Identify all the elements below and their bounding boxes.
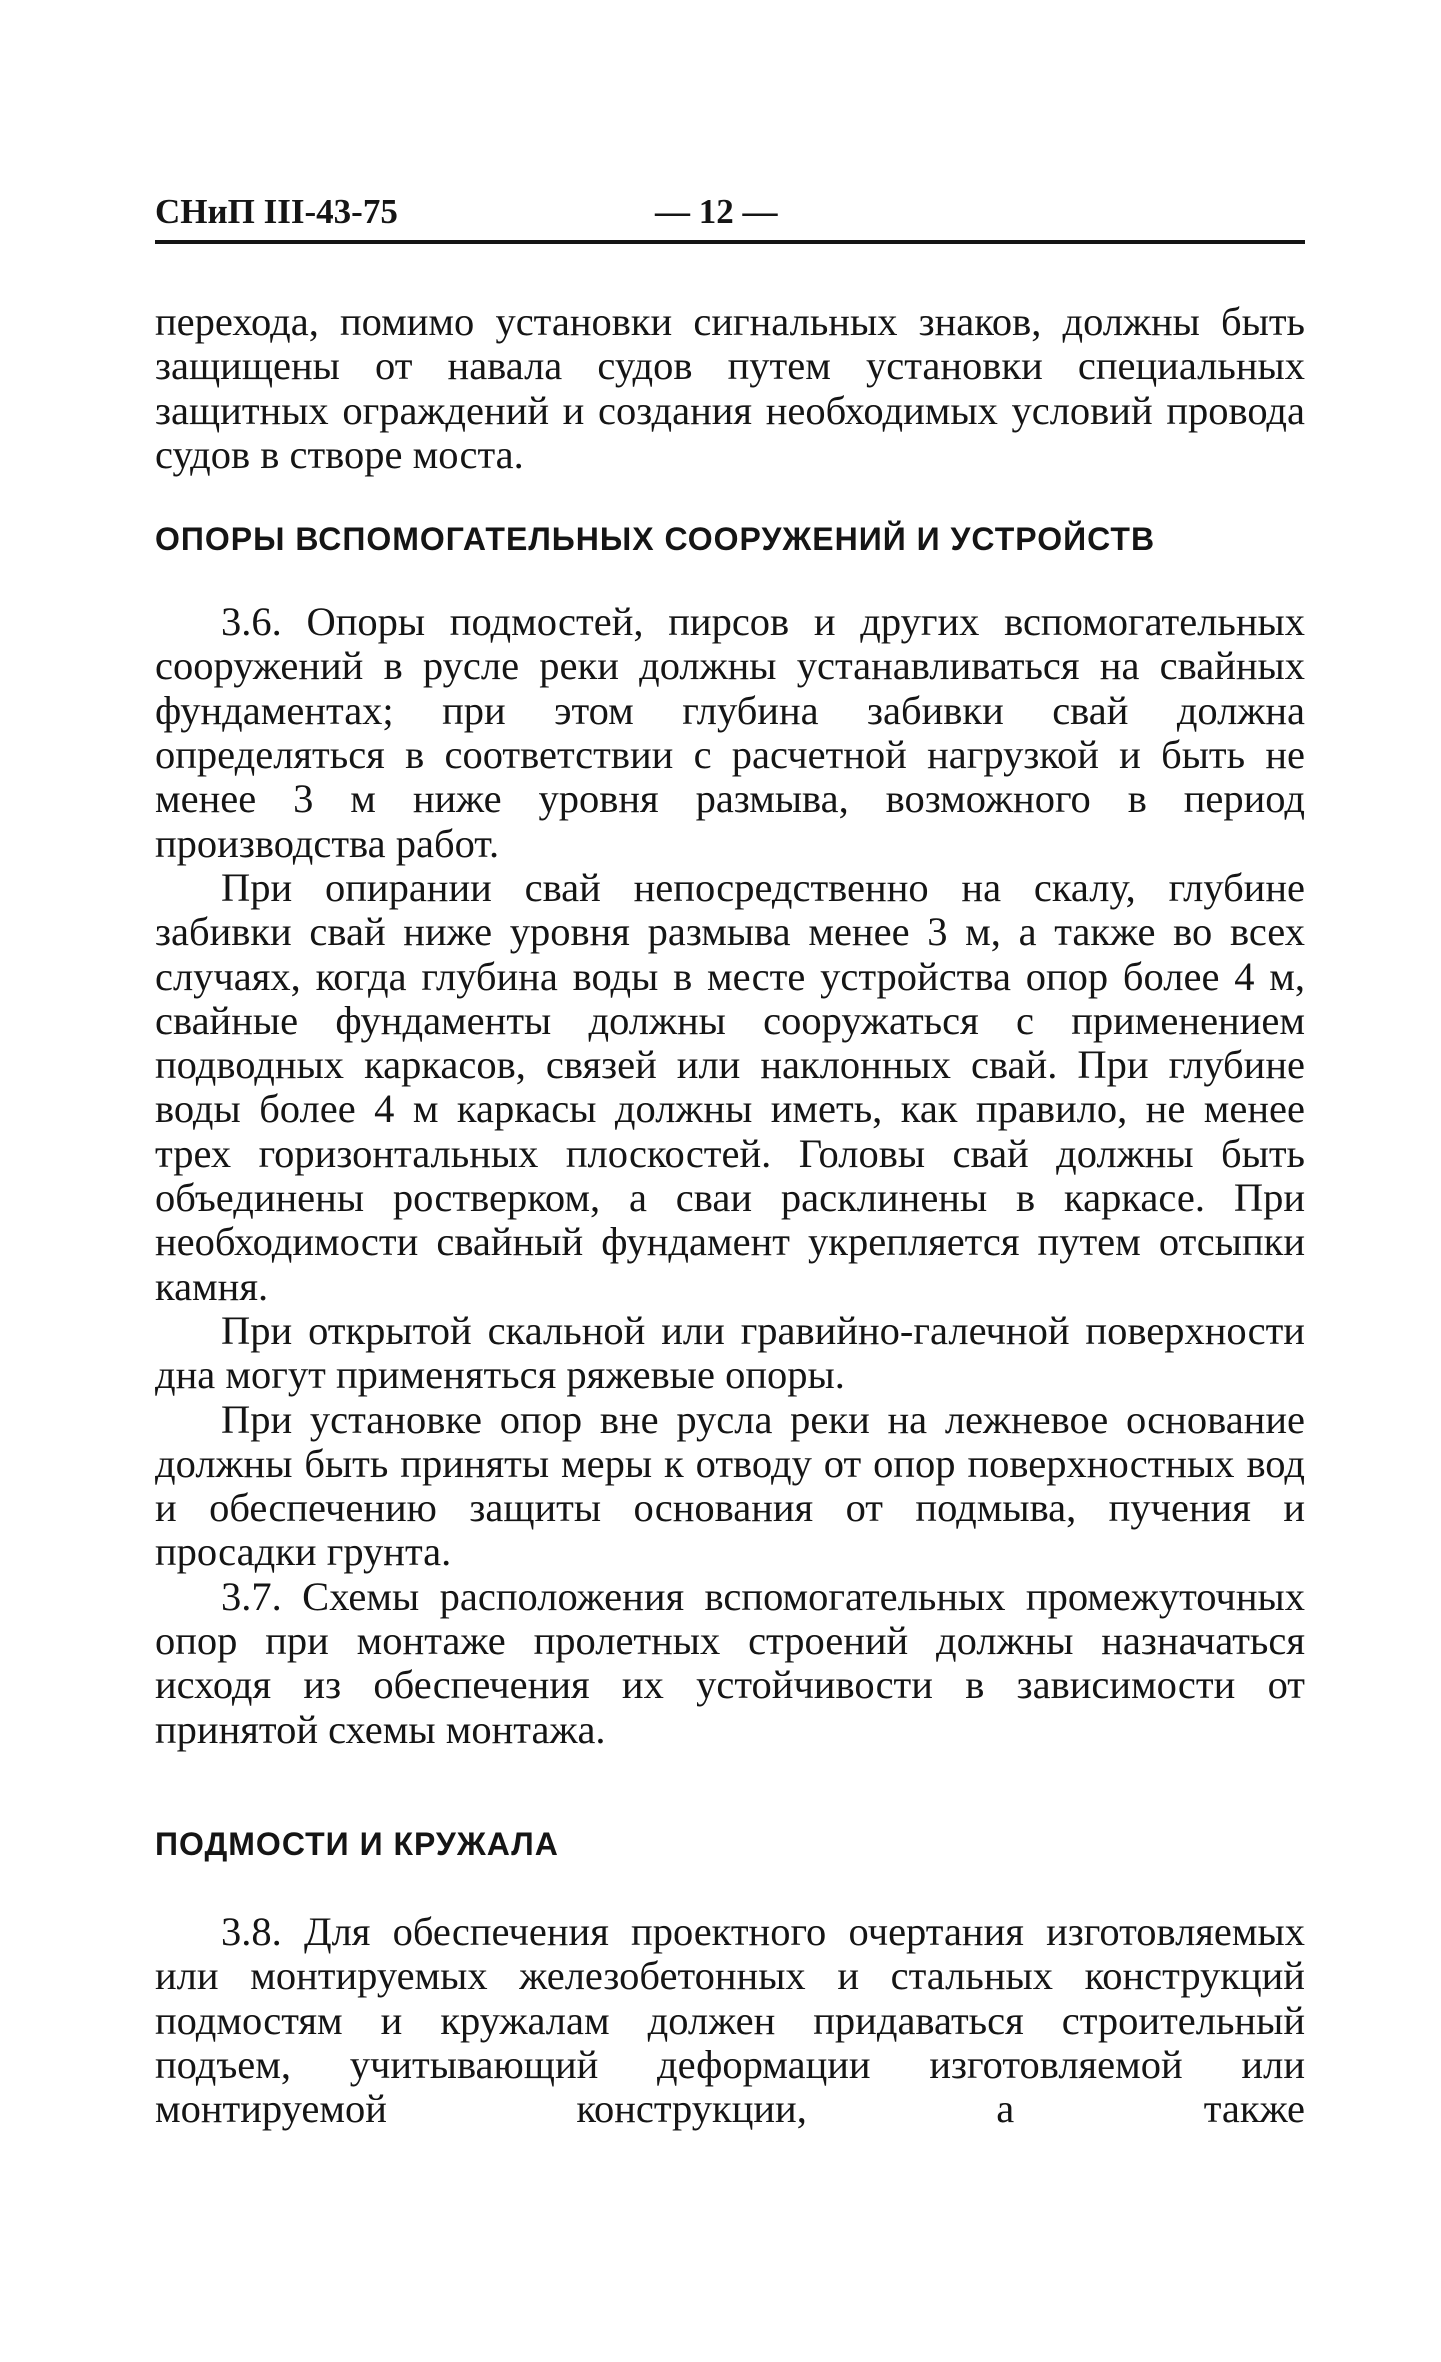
section-heading-supports: ОПОРЫ ВСПОМОГАТЕЛЬНЫХ СООРУЖЕНИЙ И УСТРОЙСТВ xyxy=(155,521,1156,558)
document-body xyxy=(155,300,1305,2131)
document-code: СНиП III-43-75 xyxy=(155,192,398,231)
paragraph-piles: При опирании свай непосредственно на скалу, глубине забивки свай ниже уровня размыва менее 3 м, а также во всех случаях, когда глубина воды в месте устройства опор более 4 м, свайные фундаменты должны сооружаться с применением подводных каркасов, связей или наклонных свай. При глубине воды более 4 м каркасы должны иметь, как правило, не менее трех горизонтальных плоскостей. Головы свай должны быть объединены ростверком, а сваи расклинены в каркасе. При необходимости свайный фундамент укрепляется путем отсыпки камня. xyxy=(155,864,1305,1309)
paragraph-continuation: перехода, помимо установки сигнальных знаков, должны быть защищены от навала судов путем установки специальных защитных ограждений и создания необходимых условий провода судов в створе моста. xyxy=(155,299,1305,477)
header-divider xyxy=(155,240,1305,244)
document-page xyxy=(155,188,1305,2132)
paragraph-3-8: 3.8. Для обеспечения проектного очертания изготовляемых или монтируемых железобетонных и стальных конструкций подмостям и кружалам должен придаваться строительный подъем, учитывающий деформации изготовляемой или монтируемой конструкции, а также xyxy=(155,1908,1305,2132)
section-heading-scaffolding: ПОДМОСТИ И КРУЖАЛА xyxy=(155,1825,559,1862)
paragraph-outside-riverbed: При установке опор вне русла реки на лежневое основание должны быть приняты меры к отводу от опор поверхностных вод и обеспечению защиты основания от подмыва, пучения и просадки грунта. xyxy=(155,1396,1305,1575)
paragraph-3-6: 3.6. Опоры подмостей, пирсов и других вспомогательных сооружений в русле реки должны устанавливаться на свайных фундаментах; при этом глубина забивки свай должна определяться в соответствии с расчетной нагрузкой и быть не менее 3 м ниже уровня размыва, возможного в период производства работ. xyxy=(155,599,1305,866)
page-number: — 12 — xyxy=(655,192,778,231)
paragraph-3-7: 3.7. Схемы расположения вспомогательных промежуточных опор при монтаже пролетных строений должны назначаться исходя из обеспечения их устойчивости в зависимости от принятой схемы монтажа. xyxy=(155,1573,1305,1752)
page-header xyxy=(155,188,1305,240)
paragraph-rock-bottom: При открытой скальной или гравийно-галечной поверхности дна могут применяться ряжевые опоры. xyxy=(155,1307,1305,1398)
